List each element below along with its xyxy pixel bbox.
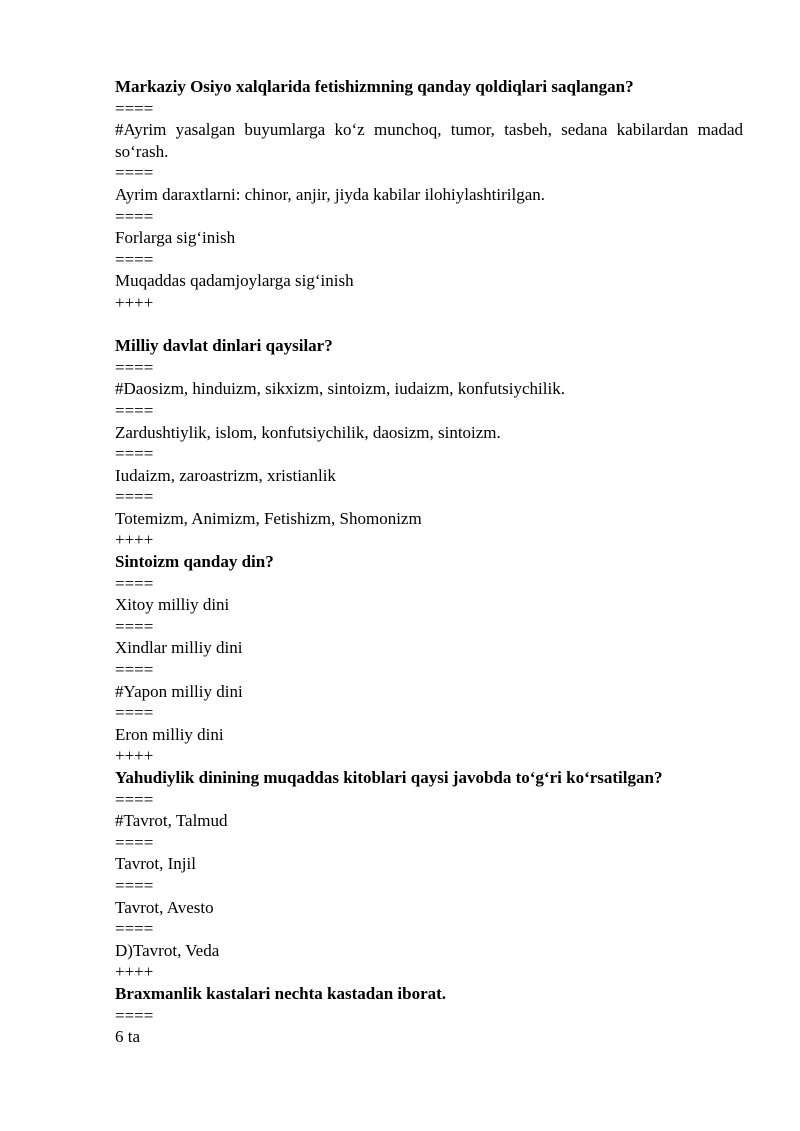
answer-4-3: Tavrot, Avesto	[115, 897, 214, 917]
separator: ====	[115, 444, 154, 464]
separator: ====	[115, 357, 154, 377]
separator: ====	[115, 206, 154, 226]
separator: ====	[115, 832, 154, 852]
answer-3-3: #Yapon milliy dini	[115, 681, 243, 701]
separator: ====	[115, 1005, 154, 1025]
separator: ====	[115, 875, 154, 895]
end-marker: ++++	[115, 530, 154, 550]
question-4: Yahudiylik dinining muqaddas kitoblari qaysi javobda to‘g‘ri ko‘rsatilgan?	[115, 768, 663, 787]
answer-3-4: Eron milliy dini	[115, 724, 224, 744]
separator: ====	[115, 487, 154, 507]
answer-1-3: Forlarga sig‘inish	[115, 228, 236, 248]
answer-2-2: Zardushtiylik, islom, konfutsiychilik, daosizm, sintoizm.	[115, 422, 501, 442]
separator: ====	[115, 98, 154, 118]
separator: ====	[115, 703, 154, 723]
separator: ====	[115, 919, 154, 939]
separator: ====	[115, 616, 154, 636]
answer-1-2: Ayrim daraxtlarni: chinor, anjir, jiyda kabilar ilohiylashtirilgan.	[115, 184, 545, 204]
end-marker: ++++	[115, 962, 154, 982]
separator: ====	[115, 789, 154, 809]
answer-3-1: Xitoy milliy dini	[115, 595, 230, 615]
separator: ====	[115, 249, 154, 269]
end-marker: ++++	[115, 746, 154, 766]
separator: ====	[115, 660, 154, 680]
question-5: Braxmanlik kastalari nechta kastadan iborat.	[115, 983, 447, 1003]
answer-4-2: Tavrot, Injil	[115, 854, 196, 874]
answer-3-2: Xindlar milliy dini	[115, 638, 243, 658]
blank-line	[115, 314, 743, 336]
end-marker: ++++	[115, 292, 154, 312]
answer-1-1: #Ayrim yasalgan buyumlarga ko‘z munchoq, tumor, tasbeh, sedana kabilardan madad so‘rash.	[115, 120, 748, 161]
document-body	[115, 76, 748, 1048]
question-3: Sintoizm qanday din?	[115, 552, 274, 572]
answer-2-3: Iudaizm, zaroastrizm, xristianlik	[115, 465, 336, 485]
separator: ====	[115, 400, 154, 420]
separator: ====	[115, 573, 154, 593]
answer-1-4: Muqaddas qadamjoylarga sig‘inish	[115, 271, 354, 291]
answer-5-1: 6 ta	[115, 1027, 141, 1047]
answer-4-4: D)Tavrot, Veda	[115, 940, 220, 960]
question-2: Milliy davlat dinlari qaysilar?	[115, 336, 333, 356]
answer-4-1: #Tavrot, Talmud	[115, 811, 228, 831]
answer-2-4: Totemizm, Animizm, Fetishizm, Shomonizm	[115, 508, 422, 528]
separator: ====	[115, 163, 154, 183]
answer-2-1: #Daosizm, hinduizm, sikxizm, sintoizm, iudaizm, konfutsiychilik.	[115, 379, 565, 399]
question-1: Markaziy Osiyo xalqlarida fetishizmning qanday qoldiqlari saqlangan?	[115, 77, 634, 96]
